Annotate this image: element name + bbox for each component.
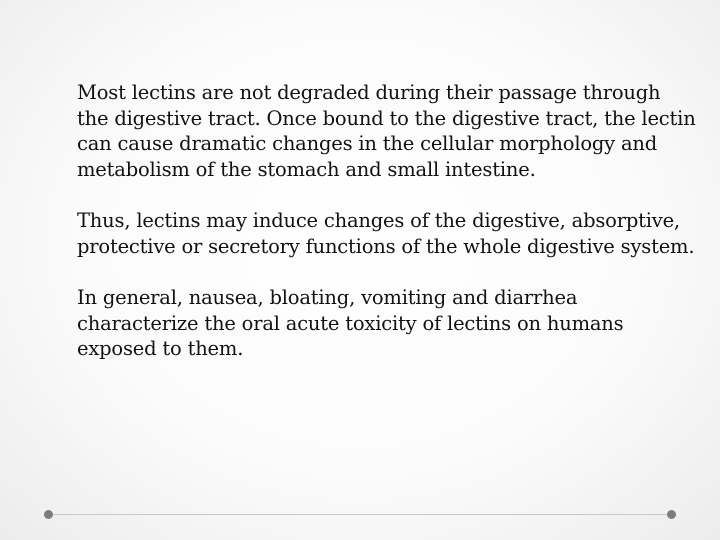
footer-left-dot-icon bbox=[44, 510, 53, 519]
paragraph-lectin-functions: Thus, lectins may induce changes of the digestive, absorptive, protective or secretory functions of the whole digestive system. bbox=[77, 209, 695, 258]
footer-right-dot-icon bbox=[667, 510, 676, 519]
paragraph-lectin-toxicity: In general, nausea, bloating, vomiting and diarrhea characterize the oral acute toxicity of lectins on humans exposed to them. bbox=[77, 286, 624, 360]
footer-divider bbox=[48, 514, 672, 515]
slide-body bbox=[77, 80, 697, 362]
paragraph-lectin-digestion: Most lectins are not degraded during their passage through the digestive tract. Once bound to the digestive tract, the lectin can cause dramatic changes in the cellular morphology and metabolism of the stomach and small intestine. bbox=[77, 81, 696, 181]
